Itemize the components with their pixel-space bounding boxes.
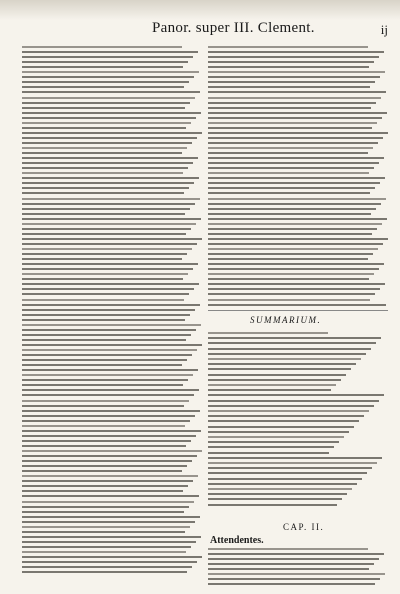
summary-line	[208, 462, 377, 464]
text-line	[22, 233, 186, 235]
text-line	[22, 253, 187, 255]
text-line	[22, 137, 197, 139]
text-line	[208, 147, 373, 149]
text-line	[208, 91, 386, 93]
summary-line	[208, 431, 349, 433]
text-line	[22, 521, 195, 523]
text-line	[208, 127, 372, 129]
text-line	[208, 299, 370, 301]
text-line	[22, 208, 190, 210]
section-divider	[208, 310, 388, 311]
text-line	[22, 415, 195, 417]
text-line	[22, 566, 192, 568]
text-line	[208, 304, 386, 306]
text-line	[22, 61, 188, 63]
text-line	[208, 293, 375, 295]
text-line	[208, 198, 386, 200]
text-line	[22, 445, 186, 447]
text-line	[208, 208, 376, 210]
text-line	[22, 506, 189, 508]
text-line	[22, 152, 182, 154]
text-line	[208, 288, 380, 290]
text-line	[22, 258, 182, 260]
summary-list	[208, 332, 388, 512]
summary-line	[208, 368, 351, 370]
text-line	[208, 86, 370, 88]
text-line	[22, 384, 183, 386]
text-line	[208, 122, 377, 124]
text-line	[22, 551, 186, 553]
text-line	[22, 81, 189, 83]
text-line	[22, 304, 200, 306]
text-line	[22, 531, 185, 533]
text-line	[22, 117, 196, 119]
text-line	[22, 228, 191, 230]
text-line	[22, 46, 182, 48]
text-line	[22, 354, 192, 356]
text-line	[208, 76, 380, 78]
summary-line	[208, 493, 347, 495]
summary-line	[208, 467, 372, 469]
text-line	[22, 167, 188, 169]
text-line	[208, 137, 383, 139]
right-text-column	[208, 46, 388, 308]
text-line	[208, 81, 375, 83]
text-line	[208, 61, 374, 63]
text-line	[22, 470, 182, 472]
text-line	[22, 309, 195, 311]
text-line	[22, 278, 183, 280]
summary-line	[208, 358, 361, 360]
summary-line	[208, 426, 354, 428]
summary-line	[208, 389, 331, 391]
text-line	[22, 293, 189, 295]
text-line	[22, 374, 193, 376]
text-line	[22, 223, 196, 225]
text-line	[22, 485, 188, 487]
text-line	[22, 425, 185, 427]
text-line	[208, 71, 385, 73]
text-line	[22, 556, 202, 558]
summary-line	[208, 504, 337, 506]
text-line	[22, 107, 185, 109]
summary-line	[208, 478, 362, 480]
running-header	[0, 20, 400, 42]
summary-line	[208, 452, 329, 454]
summary-line	[208, 436, 344, 438]
text-line	[22, 112, 201, 114]
text-line	[22, 460, 192, 462]
summary-line	[208, 363, 356, 365]
text-line	[22, 203, 195, 205]
summary-line	[208, 483, 357, 485]
text-line	[22, 475, 198, 477]
text-line	[208, 248, 378, 250]
text-line	[22, 177, 199, 179]
text-line	[22, 268, 193, 270]
text-line	[22, 359, 187, 361]
text-line	[22, 455, 197, 457]
text-line	[208, 187, 375, 189]
text-line	[208, 66, 369, 68]
text-line	[22, 324, 201, 326]
text-line	[22, 526, 190, 528]
summary-line	[208, 400, 379, 402]
summary-line	[208, 410, 369, 412]
text-line	[208, 548, 368, 550]
text-line	[22, 511, 184, 513]
text-line	[208, 283, 385, 285]
text-line	[208, 112, 387, 114]
text-line	[22, 344, 202, 346]
text-line	[208, 172, 369, 174]
text-line	[208, 107, 371, 109]
text-line	[208, 213, 371, 215]
text-line	[22, 66, 183, 68]
text-line	[208, 177, 385, 179]
text-line	[22, 410, 200, 412]
text-line	[22, 172, 183, 174]
text-line	[22, 435, 196, 437]
text-line	[22, 465, 187, 467]
summary-line	[208, 342, 376, 344]
text-line	[22, 218, 201, 220]
summary-line	[208, 337, 381, 339]
text-line	[208, 46, 368, 48]
text-line	[22, 329, 196, 331]
text-line	[22, 51, 198, 53]
text-line	[22, 440, 191, 442]
text-line	[208, 142, 378, 144]
summary-line	[208, 405, 374, 407]
text-line	[22, 420, 190, 422]
summary-line	[208, 415, 364, 417]
summary-line	[208, 384, 336, 386]
text-line	[22, 400, 189, 402]
text-line	[208, 563, 374, 565]
text-line	[22, 187, 189, 189]
text-line	[208, 102, 376, 104]
text-line	[22, 546, 191, 548]
text-line	[22, 147, 187, 149]
text-line	[22, 122, 191, 124]
text-line	[22, 334, 191, 336]
text-line	[208, 553, 384, 555]
chapter-heading: CAP. II.	[283, 522, 325, 532]
text-line	[208, 223, 382, 225]
summary-line	[208, 446, 334, 448]
summary-line	[208, 379, 341, 381]
text-line	[22, 162, 193, 164]
chapter-text	[208, 548, 388, 588]
text-line	[208, 278, 369, 280]
text-line	[208, 253, 373, 255]
text-line	[22, 536, 201, 538]
text-line	[208, 132, 388, 134]
summary-line	[208, 472, 367, 474]
text-line	[208, 97, 381, 99]
text-line	[208, 117, 382, 119]
text-line	[208, 203, 381, 205]
text-line	[22, 102, 190, 104]
text-line	[22, 288, 194, 290]
text-line	[208, 268, 379, 270]
text-line	[22, 97, 195, 99]
text-line	[208, 263, 384, 265]
text-line	[22, 248, 192, 250]
text-line	[208, 167, 374, 169]
text-line	[22, 142, 192, 144]
text-line	[208, 258, 368, 260]
text-line	[22, 213, 185, 215]
text-line	[22, 299, 184, 301]
text-line	[208, 273, 374, 275]
text-line	[22, 86, 184, 88]
text-line	[22, 314, 190, 316]
text-line	[208, 573, 385, 575]
text-line	[208, 56, 379, 58]
text-line	[22, 405, 184, 407]
text-line	[22, 127, 186, 129]
page-title: Panor. super III. Clement.	[152, 20, 315, 36]
text-line	[208, 228, 377, 230]
summary-line	[208, 498, 342, 500]
text-line	[208, 558, 379, 560]
chapter-incipit: Attendentes.	[210, 535, 264, 546]
page-top-shadow	[0, 0, 400, 20]
text-line	[22, 369, 198, 371]
text-line	[208, 192, 370, 194]
text-line	[208, 51, 384, 53]
text-line	[208, 578, 380, 580]
text-line	[22, 394, 194, 396]
text-line	[208, 233, 372, 235]
summary-line	[208, 374, 346, 376]
summary-line	[208, 457, 382, 459]
summary-line	[208, 353, 366, 355]
text-line	[208, 243, 383, 245]
text-line	[22, 263, 198, 265]
text-line	[22, 198, 200, 200]
text-line	[208, 238, 388, 240]
text-line	[208, 182, 380, 184]
text-line	[22, 389, 199, 391]
text-line	[208, 218, 387, 220]
text-line	[22, 71, 199, 73]
summary-heading: SUMMARIUM.	[250, 315, 322, 325]
summary-line	[208, 420, 359, 422]
text-line	[22, 243, 197, 245]
summary-line	[208, 441, 339, 443]
text-line	[22, 91, 200, 93]
text-line	[208, 152, 368, 154]
text-line	[22, 450, 202, 452]
folio-number: ij	[380, 22, 388, 37]
text-line	[22, 379, 188, 381]
text-line	[22, 283, 199, 285]
summary-line	[208, 394, 384, 396]
text-line	[22, 132, 202, 134]
text-line	[22, 501, 194, 503]
text-line	[208, 162, 379, 164]
text-line	[22, 319, 185, 321]
text-line	[22, 192, 184, 194]
text-line	[22, 516, 200, 518]
text-line	[22, 273, 188, 275]
text-line	[22, 339, 186, 341]
text-line	[22, 480, 193, 482]
text-line	[22, 364, 182, 366]
text-line	[22, 561, 197, 563]
text-line	[22, 76, 194, 78]
summary-line	[208, 348, 371, 350]
text-line	[22, 571, 187, 573]
text-line	[22, 157, 198, 159]
left-text-column	[22, 46, 202, 576]
text-line	[22, 56, 193, 58]
summary-line	[208, 332, 328, 334]
text-line	[22, 541, 196, 543]
text-line	[22, 495, 199, 497]
text-line	[208, 568, 369, 570]
text-line	[22, 430, 201, 432]
text-line	[22, 238, 202, 240]
text-line	[208, 583, 375, 585]
text-line	[22, 490, 183, 492]
summary-line	[208, 488, 352, 490]
text-line	[208, 157, 384, 159]
text-line	[22, 182, 194, 184]
text-line	[22, 349, 197, 351]
